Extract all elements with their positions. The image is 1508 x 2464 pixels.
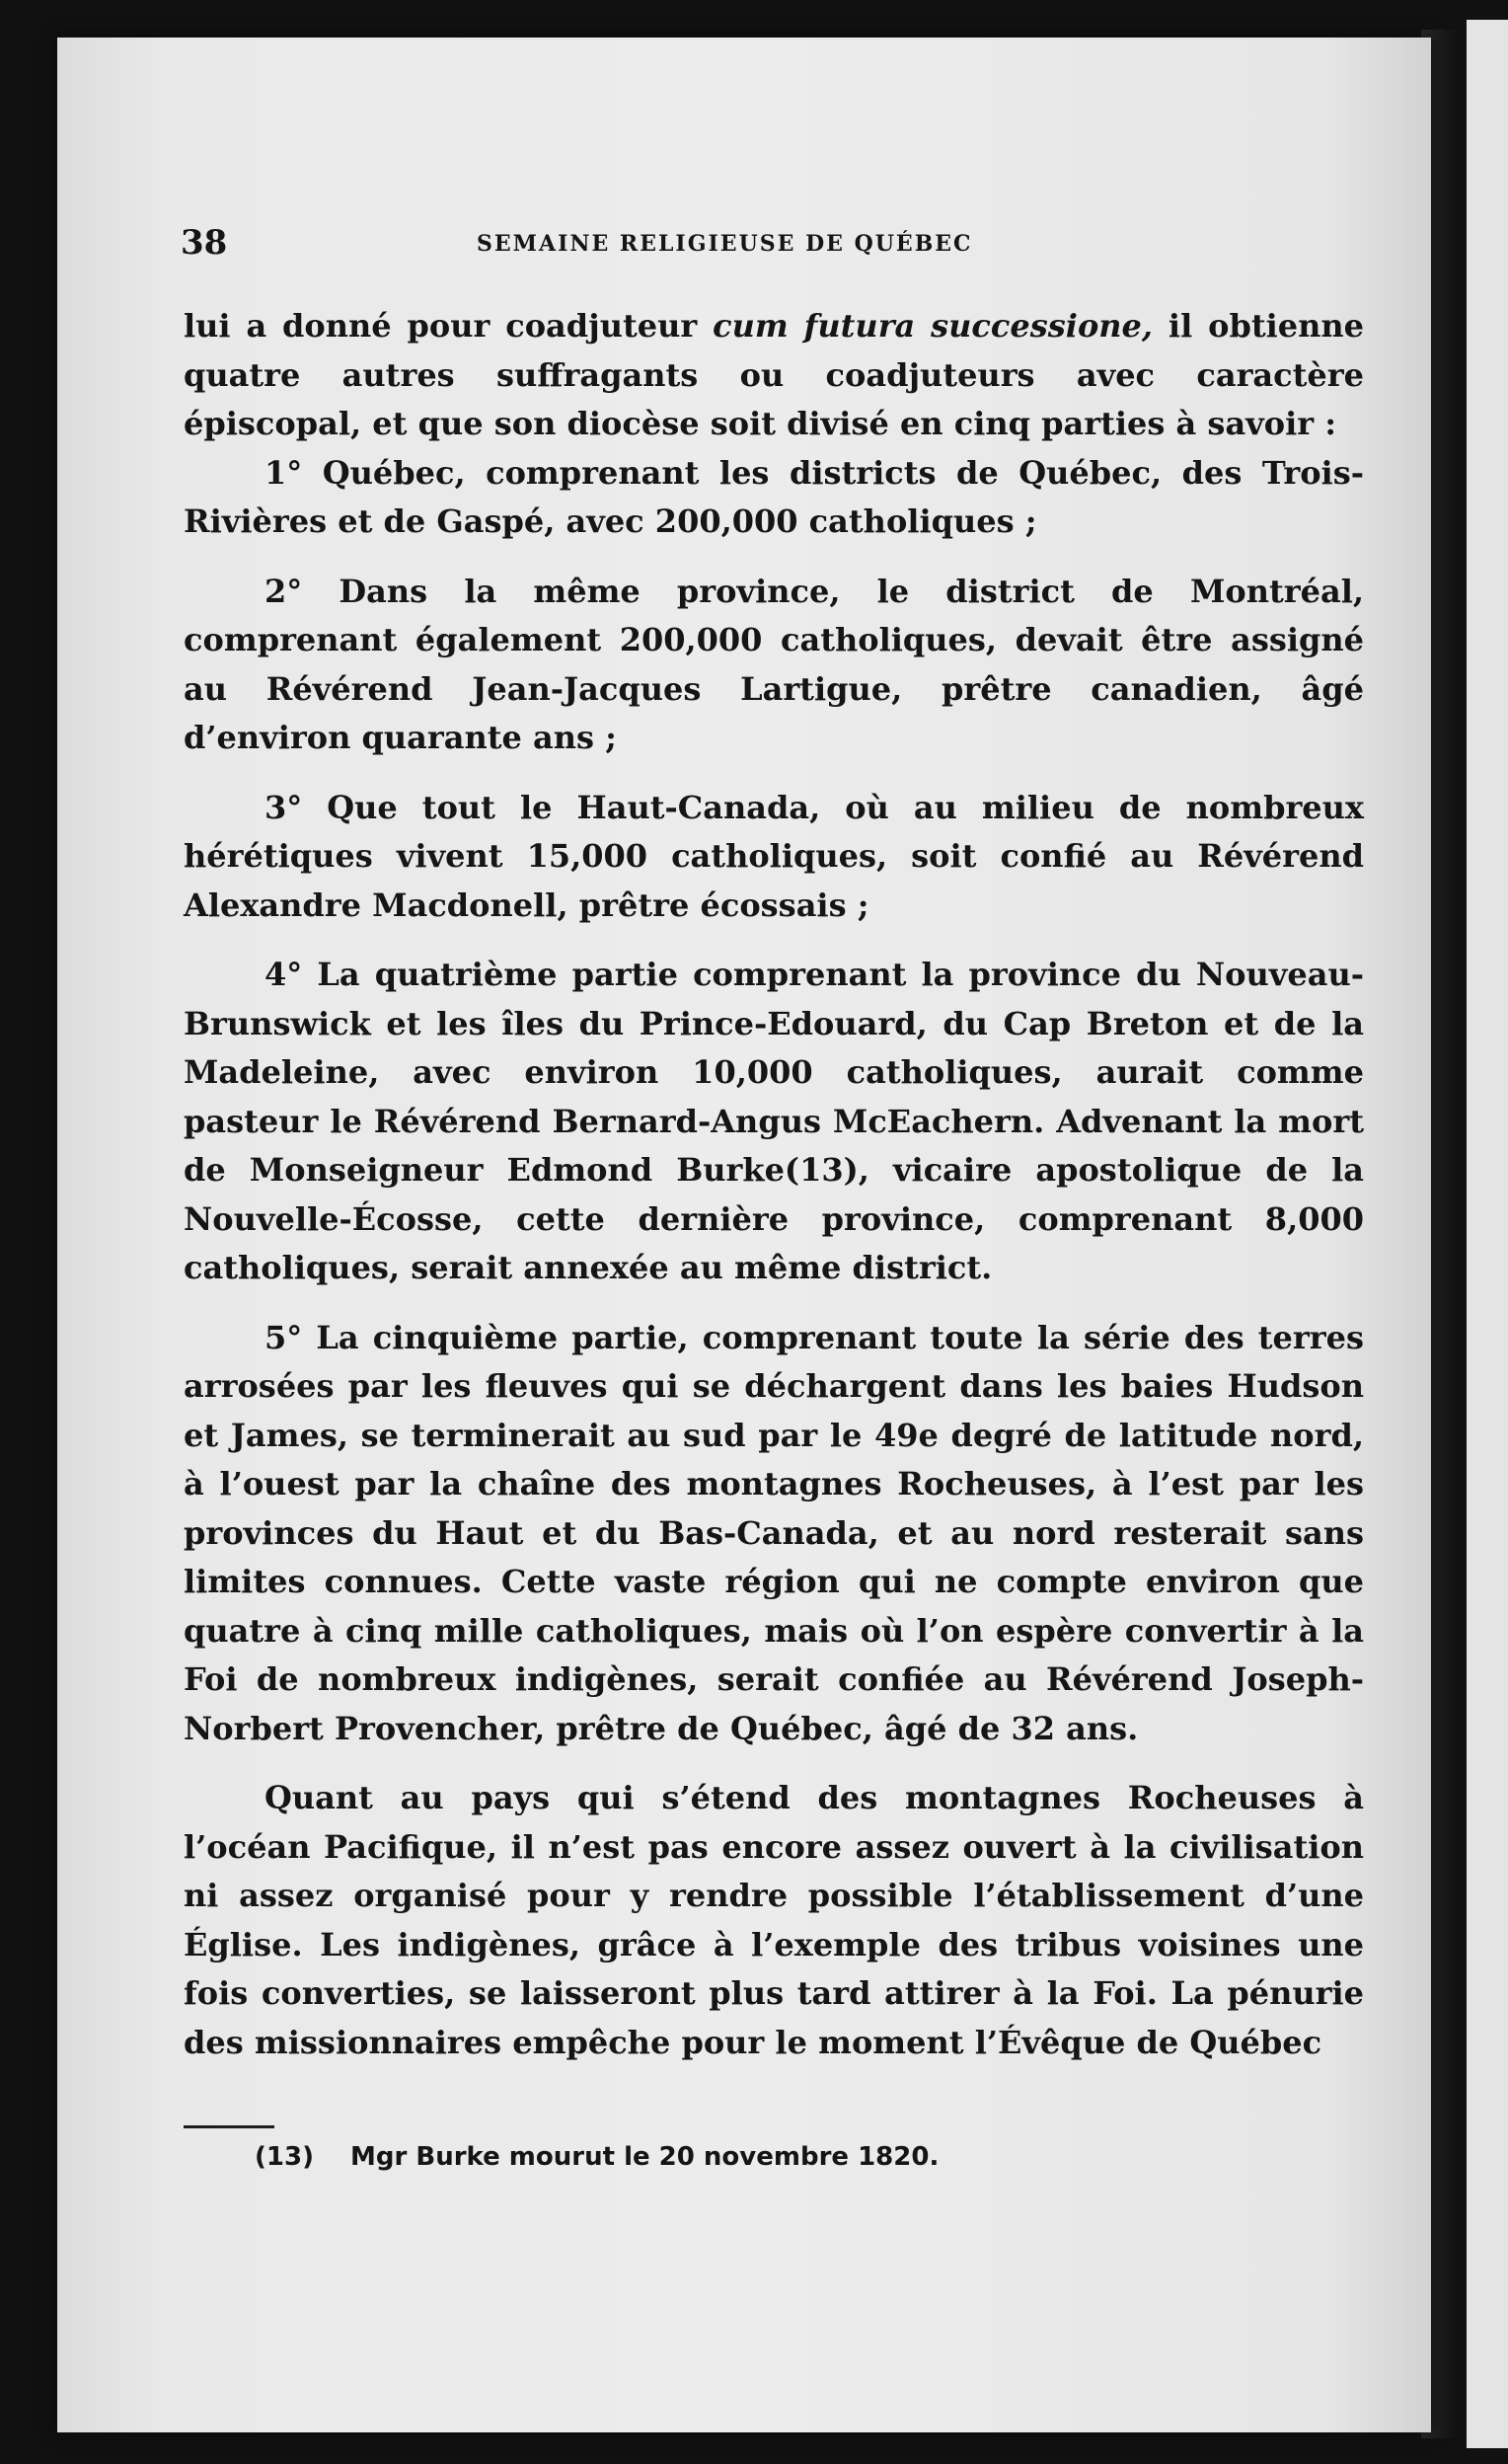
- footnote: [255, 2142, 939, 2172]
- paragraph-continuation: [184, 302, 1364, 449]
- paragraph-item-4: 4° La quatrième partie comprenant la province du Nouveau-Brunswick et les îles du Prince-Edouard, du Cap Breton et de la Madeleine, avec environ 10,000 catholiques, aurait comme pasteur le Révérend Bernard-Angus McEachern. Advenant la mort de Monseigneur Edmond Burke(13), vicaire apostolique de la Nouvelle-Écosse, cette dernière province, comprenant 8,000 catholiques, serait annexée au même district.: [184, 956, 1364, 1286]
- footnote-rule: [184, 2125, 274, 2128]
- paragraph-item-2: 2° Dans la même province, le district de Montréal, comprenant également 200,000 catholiques, devait être assigné au Révérend Jean-Jacques Lartigue, prêtre canadien, âgé d’environ quarante ans ;: [184, 572, 1364, 756]
- paragraph-item-1: 1° Québec, comprenant les districts de Québec, des Trois-Rivières et de Gaspé, avec 200,000 catholiques ;: [184, 453, 1364, 540]
- adjacent-page-sliver: [1467, 20, 1508, 2448]
- running-title: SEMAINE RELIGIEUSE DE QUÉBEC: [477, 231, 973, 257]
- paragraph-quant: Quant au pays qui s’étend des montagnes Rocheuses à l’océan Pacifique, il n’est pas encore assez ouvert à la civilisation ni assez organisé pour y rendre possible l’établissement d’une Église. Les indigènes, grâce à l’exemple des tribus voisines une fois converties, se laisseront plus tard attirer à la Foi. La pénurie des missionnaires empêche pour le moment l’Évêque de Québec: [184, 1779, 1364, 2061]
- paragraph-continuation-text-a: lui a donné pour coadjuteur: [184, 307, 714, 345]
- paragraph-item-3: 3° Que tout le Haut-Canada, où au milieu de nombreux hérétiques vivent 15,000 catholiques, soit confié au Révérend Alexandre Macdonell, prêtre écossais ;: [184, 788, 1364, 924]
- page-number: 38: [181, 223, 228, 263]
- page-header: [181, 223, 1355, 269]
- paragraph-continuation-text-b: il obtienne quatre autres suffragants ou coadjuteurs avec caractère épiscopal, et que son diocèse soit divisé en cinq parties à savoir :: [184, 307, 1365, 442]
- footnote-text: Mgr Burke mourut le 20 novembre 1820.: [350, 2142, 940, 2172]
- latin-phrase: cum futura successione,: [713, 307, 1154, 345]
- paragraph-item-5: 5° La cinquième partie, comprenant toute la série des terres arrosées par les fleuves qui se déchargent dans les baies Hudson et James, se terminerait au sud par le 49e degré de latitude nord, à l’ouest par la chaîne des montagnes Rocheuses, à l’est par les provinces du Haut et du Bas-Canada, et au nord resterait sans limites connues. Cette vaste région qui ne compte environ que quatre à cinq mille catholiques, mais où l’on espère convertir à la Foi de nombreux indigènes, serait confiée au Révérend Joseph-Norbert Provencher, prêtre de Québec, âgé de 32 ans.: [184, 1318, 1364, 1747]
- body-text: [184, 302, 1364, 2067]
- footnote-number: (13): [255, 2142, 314, 2172]
